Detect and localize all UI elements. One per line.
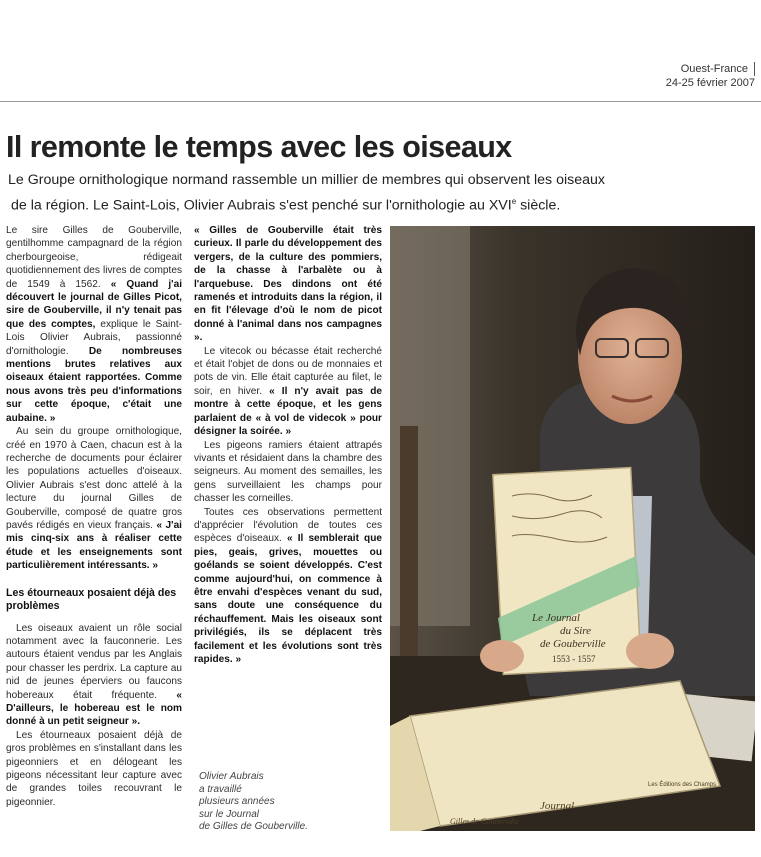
paragraph bbox=[194, 506, 382, 667]
paragraph bbox=[6, 425, 182, 572]
paragraph bbox=[6, 622, 182, 729]
caption-line: Olivier Aubrais bbox=[199, 771, 264, 782]
text-run: Les pigeons ramiers étaient attrapés vivants et résidaient dans la chambre des seigneurs. Au moment des semailles, les gens surveillaient les champs pour chasser les corneilles. bbox=[194, 439, 382, 505]
text-run: Les étourneaux posaient déjà de gros problèmes en s'installant dans les pigeonniers et en délogeant les pigeons nécessitant leur capture avec de grandes toiles recouvrant le pigeonnier. bbox=[6, 729, 182, 808]
article-column-2 bbox=[194, 224, 382, 666]
lead-line-1: Le Groupe ornithologique normand rassemble un millier de membres qui observent les oiseaux bbox=[8, 172, 605, 188]
century-superscript: e bbox=[511, 197, 517, 206]
book-years: 1553 - 1557 bbox=[552, 654, 596, 664]
caption-line: de Gilles de Gouberville. bbox=[199, 821, 308, 833]
paragraph bbox=[194, 224, 382, 345]
text-run: Le sire Gilles de Gouberville, gentilhomme campagnard de la région cherbourgeoise, rédigeait quotidiennement des livres de comptes de 1549 à 1562. bbox=[6, 225, 182, 290]
caption-line: a travaillé bbox=[199, 783, 242, 795]
quote-run: « J'ai mis cinq-six ans à réaliser cette étude et les enseignements sont particulièrement intéressants. » bbox=[6, 519, 182, 572]
lead-line-2-text: de la région. Le Saint-Lois, Olivier Aubrais s'est penché sur l'ornithologie au XVI bbox=[11, 197, 512, 214]
text-run: Les oiseaux avaient un rôle social notamment avec la fauconnerie. Les autours étaient vendus par les Anglais pour chasser les perdrix. La capture au nid de jeunes éperviers ou faucons hobereaux était fréquente. bbox=[6, 622, 182, 701]
quote-run: « D'ailleurs, le hobereau est le nom donné à un petit seigneur ». bbox=[6, 689, 182, 728]
text-run: Le vitecok ou bécasse était recherché et était l'objet de dons ou de monnaies et pots de vin. Elle était capturée au filet, le soir, en hiver. bbox=[194, 345, 382, 397]
section-subhead: Les étourneaux posaient déjà des problèmes bbox=[6, 586, 177, 613]
newspaper-name: Ouest-France bbox=[666, 62, 755, 76]
lead-line-2 bbox=[8, 191, 748, 217]
article-photo bbox=[390, 226, 755, 831]
paragraph bbox=[194, 439, 382, 506]
publication-date: 24-25 février 2007 bbox=[665, 77, 755, 89]
text-run: Au sein du groupe ornithologique, créé en 1970 à Caen, chacun est à la recherche de documents pour éclairer les populations actuelles d'oiseaux. Olivier Aubrais s'est donc attelé à la lecture du journal Gilles de Gouberville, composé de quatre gros pavés rédigés en vieux français. bbox=[6, 426, 182, 531]
photo-caption bbox=[199, 771, 308, 834]
article-lead bbox=[8, 170, 748, 217]
quote-run: De nombreuses mentions brutes relatives aux oiseaux étaient rapportées. Comme nous avons très peu d'informations sur cette époque, c'était une aubaine. » bbox=[6, 345, 183, 424]
article-column-1 bbox=[6, 224, 182, 809]
right-hand bbox=[626, 633, 674, 669]
article-headline: Il remonte le temps avec les oiseaux bbox=[6, 130, 512, 164]
paragraph bbox=[6, 224, 182, 425]
book-title-2: du Sire bbox=[560, 625, 592, 637]
caption-line: sur le Journal bbox=[199, 808, 260, 820]
quote-run: « Il semblerait que pies, geais, grives, mouettes ou goélands se soient développés. C'est comme aujourd'hui, on commence à être envahi d'espèces venant du sud, sans doute une conséquence du réchauffement. Mais les oiseaux sont privilégiés, ils se déplacent très facilement et les évolutions sont très rapides. » bbox=[194, 533, 383, 665]
photo-illustration bbox=[390, 226, 755, 831]
lower-book-title: Journal bbox=[540, 800, 575, 812]
book-title-1: Le Journal bbox=[532, 612, 580, 624]
caption-line: plusieurs années bbox=[199, 796, 275, 808]
lower-book-author: Gilles de Gouberville bbox=[450, 817, 519, 826]
paragraph bbox=[6, 729, 182, 809]
lower-book-publisher: Les Éditions des Champs bbox=[648, 782, 717, 788]
text-run: Toutes ces observations permettent d'apprécier l'évolution de toutes ces espèces d'oiseaux. bbox=[194, 506, 382, 545]
left-hand bbox=[480, 640, 524, 672]
quote-run: « Il n'y avait pas de montre à cette époque, et les gens parlaient de « à vol de videcok » pour désigner la soirée. » bbox=[194, 385, 382, 438]
paragraph bbox=[194, 345, 382, 439]
book-title-3: de Gouberville bbox=[540, 638, 606, 650]
masthead bbox=[666, 62, 755, 90]
quote-run: « Quand j'ai découvert le journal de Gilles Picot, sire de Gouberville, il n'y tenait pas que des comptes, bbox=[6, 278, 182, 330]
lead-line-2-end: siècle. bbox=[516, 197, 561, 214]
header-rule bbox=[0, 101, 761, 102]
quote-run: « Gilles de Gouberville était très curieux. Il parle du développement des vergers, de la culture des pommiers, de la chasse à l'arbalète ou à l'arquebuse. Des dindons ont été ramenés et introduits dans la région, il en fit l'élevage d'où le nom de picot donné à l'animal dans nos campagnes ». bbox=[194, 225, 382, 344]
text-run: explique le Saint-Lois Olivier Aubrais, passionné d'ornithologie. bbox=[6, 318, 182, 357]
